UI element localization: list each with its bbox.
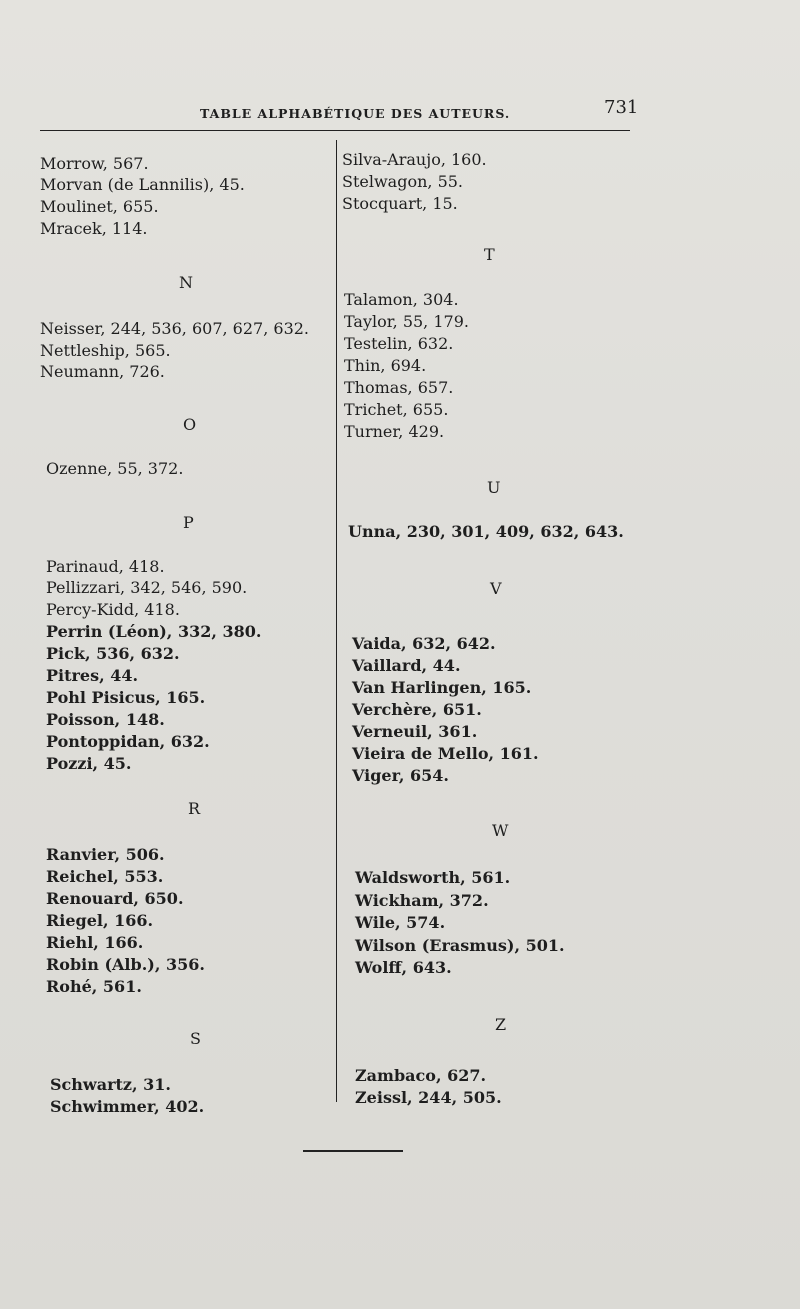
index-entry: Thin, 694. — [344, 356, 427, 375]
section-letter-u: U — [487, 478, 501, 497]
section-letter-s: S — [190, 1029, 201, 1048]
section-letter-v: V — [490, 579, 502, 598]
index-entry: Neisser, 244, 536, 607, 627, 632. — [40, 319, 310, 338]
running-title: TABLE ALPHABÉTIQUE DES AUTEURS. — [200, 106, 511, 121]
index-entry: Turner, 429. — [344, 422, 445, 441]
index-entry: Schwartz, 31. — [50, 1075, 171, 1094]
section-letter-t: T — [484, 245, 495, 264]
index-entry: Morrow, 567. — [40, 154, 149, 173]
index-entry: Percy-Kidd, 418. — [46, 600, 180, 619]
section-letter-z: Z — [495, 1015, 507, 1034]
index-entry: Pick, 536, 632. — [46, 644, 180, 663]
index-entry: Pohl Pisicus, 165. — [46, 688, 206, 707]
index-entry: Van Harlingen, 165. — [352, 678, 532, 697]
index-entry: Trichet, 655. — [344, 400, 449, 419]
section-letter-n: N — [179, 273, 193, 292]
index-entry: Vieira de Mello, 161. — [352, 744, 539, 763]
index-entry: Vaillard, 44. — [352, 656, 461, 675]
index-entry: Neumann, 726. — [40, 362, 165, 381]
end-rule — [303, 1150, 403, 1152]
index-entry: Wilson (Erasmus), 501. — [355, 936, 565, 955]
index-entry: Verneuil, 361. — [352, 722, 478, 741]
index-entry: Wickham, 372. — [355, 891, 489, 910]
index-entry: Taylor, 55, 179. — [344, 312, 469, 331]
index-entry: Moulinet, 655. — [40, 197, 159, 216]
index-entry: Testelin, 632. — [344, 334, 454, 353]
index-entry: Stocquart, 15. — [342, 194, 458, 213]
index-entry: Renouard, 650. — [46, 889, 184, 908]
index-entry: Rohé, 561. — [46, 977, 142, 996]
index-entry: Poisson, 148. — [46, 710, 165, 729]
page-number: 731 — [604, 97, 639, 118]
index-entry: Vaida, 632, 642. — [352, 634, 496, 653]
section-letter-r: R — [188, 799, 201, 818]
index-entry: Zambaco, 627. — [355, 1066, 487, 1085]
index-entry: Unna, 230, 301, 409, 632, 643. — [348, 522, 624, 541]
index-entry: Viger, 654. — [352, 766, 449, 785]
index-entry: Silva-Araujo, 160. — [342, 150, 487, 169]
index-entry: Zeissl, 244, 505. — [355, 1088, 502, 1107]
index-entry: Schwimmer, 402. — [50, 1097, 205, 1116]
index-entry: Wile, 574. — [355, 913, 446, 932]
index-entry: Pitres, 44. — [46, 666, 139, 685]
index-entry: Ozenne, 55, 372. — [46, 459, 184, 478]
section-letter-w: W — [492, 821, 509, 840]
index-entry: Pellizzari, 342, 546, 590. — [46, 578, 248, 597]
index-entry: Wolff, 643. — [355, 958, 452, 977]
index-entry: Reichel, 553. — [46, 867, 164, 886]
index-entry: Riegel, 166. — [46, 911, 154, 930]
index-entry: Perrin (Léon), 332, 380. — [46, 622, 262, 641]
index-entry: Ranvier, 506. — [46, 845, 165, 864]
index-entry: Stelwagon, 55. — [342, 172, 464, 191]
index-entry: Mracek, 114. — [40, 219, 148, 238]
index-entry: Waldsworth, 561. — [355, 868, 511, 887]
index-entry: Thomas, 657. — [344, 378, 454, 397]
index-entry: Verchère, 651. — [352, 700, 482, 719]
section-letter-o: O — [183, 415, 197, 434]
index-entry: Pozzi, 45. — [46, 754, 132, 773]
index-entry: Pontoppidan, 632. — [46, 732, 210, 751]
index-entry: Robin (Alb.), 356. — [46, 955, 205, 974]
index-entry: Parinaud, 418. — [46, 557, 165, 576]
index-entry: Talamon, 304. — [344, 290, 459, 309]
index-entry: Riehl, 166. — [46, 933, 144, 952]
index-entry: Nettleship, 565. — [40, 341, 171, 360]
index-entry: Morvan (de Lannilis), 45. — [40, 175, 245, 194]
section-letter-p: P — [183, 513, 194, 532]
